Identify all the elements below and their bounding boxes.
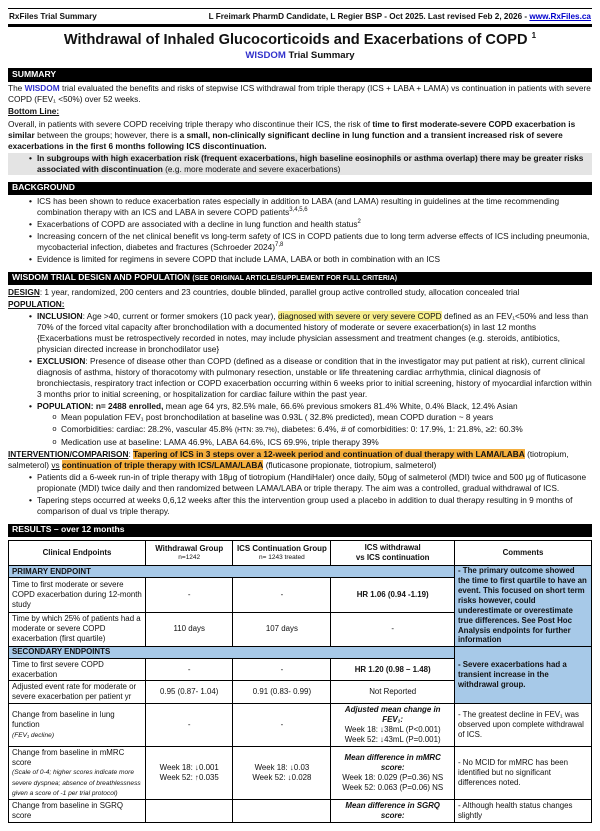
r3-withdrawal-value: - [146, 658, 233, 681]
intervention-bullet-2-text: • Tapering steps occurred at weeks 0,6,12 weeks after this the intervention group used a placebo in addition to dual therapy resulting in 9 months of comparison of dual vs triple therapy. [37, 494, 573, 516]
summary-p2-bold-2: a small, non-clinically significant decline in lung function and a transient increased risk of severe exacerbations in the first 6 months following ICS discontinuation. [8, 129, 563, 151]
r1-withdrawal-value: - [146, 578, 233, 612]
intervention-bullet-1-text: • Patients did a 6-week run-in of triple therapy with 18μg of tiotropium (HandiHaler) once daily, 50μg of salmeterol (MDI) twice and 500 μg of fluticasone propionate (MDI) twice daily and then randomized between LAMA/LABA or triple therapy. The aim was a controlled, gradual withdrawal of ICS. [37, 471, 587, 493]
comment-sgrq: - Although health status changes slightly [454, 800, 591, 823]
summary-p2-bold-1: time to first moderate-severe COPD exacerbation is similar [8, 118, 576, 140]
endpoint-first-quartile-time: Time by which 25% of patients had a moderate or severe COPD exacerbation (first quartile) [9, 612, 146, 646]
col-header-comments: Comments [454, 541, 591, 566]
r6-week52-diff: Week 52: 0.063 (P=0.06) NS [342, 782, 444, 792]
subtitle-trial-name: WISDOM [245, 50, 286, 62]
summary-paragraph-1 [8, 83, 592, 105]
summary-section-body [8, 83, 592, 175]
intervention-mid: (tiotropium, salmeterol) [8, 448, 569, 470]
secondary-endpoints-section-row [9, 646, 592, 658]
r2-withdrawal-value: 110 days [146, 612, 233, 646]
background-bullet-4-text: • Evidence is limited for regimens in severe COPD that include LAMA, LABA or both in combination with an ICS [37, 253, 441, 264]
endpoint-mmrc-note: (Scale of 0-4; higher scores indicate more severe dyspnea; absence of breathlessness given a score of -1 per trial protocol) [12, 769, 141, 797]
design-section-body [8, 287, 592, 517]
r5-withdrawal-value: - [146, 704, 233, 747]
r2-comparison-value: - [331, 612, 455, 646]
population-label-line [8, 299, 592, 310]
r1-continuation-value: - [233, 578, 331, 612]
inclusion-text [37, 311, 592, 355]
page-title [8, 32, 592, 48]
r7-comparison-value [331, 800, 455, 823]
endpoint-time-first-severe: Time to first severe COPD exacerbation [9, 658, 146, 681]
page-subtitle [8, 50, 592, 61]
r6-wg-week18: Week 18: ↓0.001 [159, 763, 219, 773]
r6-withdrawal-value [146, 746, 233, 799]
background-bullet-4 [8, 254, 592, 265]
page-header [8, 8, 592, 27]
inclusion-rest: defined as an FEV₁<50% and less than 70% of the forced vital capacity after bronchodilation with a documented history of moderate or severe exacerbation(s) in last 12 months {Exacerbations must be retrospectively recorded in notes, may include physician assessment and treatment changes (e.g. steroids, antibiotics, physician directed increase in bronchodilator use} [37, 311, 589, 354]
endpoint-lung-function-text: Change from baseline in lung function [12, 709, 115, 729]
intervention-vs: vs [51, 459, 60, 470]
page-title-reference-superscript: 1 [531, 31, 537, 41]
population-sub-2-text [61, 424, 592, 435]
col-header-continuation-group [233, 541, 331, 566]
background-bullet-1-refs: 3,4,5,6 [289, 207, 308, 214]
r5-comparison-heading: Adjusted mean change in FEV₁: [344, 705, 441, 725]
comment-mmrc: - No MCID for mMRC has been identified but no significant differences noted. [454, 746, 591, 799]
summary-p1-lead: The [8, 83, 25, 93]
background-bullet-3-text [37, 231, 592, 253]
background-bullet-2-refs: 2 [357, 219, 361, 226]
design-line [8, 287, 592, 298]
design-section-heading [8, 272, 592, 286]
population-rest: mean age 64 yrs, 82.5% male, 66.6% previous smokers 81.4% White, 0.4% Black, 12.4% Asian [163, 400, 518, 411]
r6-continuation-value [233, 746, 331, 799]
endpoint-time-first-moderate-severe: Time to first moderate or severe COPD exacerbation during 12-month study [9, 578, 146, 612]
population-sub-2-lead: Comorbidities: cardiac: 28.2%, vascular 45.8% [61, 424, 235, 435]
r4-withdrawal-value: 0.95 (0.87- 1.04) [146, 681, 233, 704]
background-bullet-2 [8, 219, 592, 230]
inclusion-highlight: diagnosed with severe or very severe COPD [277, 311, 442, 322]
summary-subgroup-bullet [8, 153, 592, 175]
population-sub-bullet-2 [8, 424, 592, 435]
background-bullet-1-text [37, 196, 592, 218]
endpoint-sgrq-score: Change from baseline in SGRQ score [9, 800, 146, 823]
r6-wg-week52: Week 52: ↑0.035 [159, 772, 219, 782]
results-table [8, 540, 592, 823]
background-bullet-3-refs: 7,8 [274, 241, 284, 248]
summary-subgroup-bold: In subgroups with high exacerbation risk (frequent exacerbations, high baseline eosinophils or asthma overlap) there may be greater risks associated with discontinuation [37, 152, 584, 174]
r5-week18-value: Week 18: ↓38mL (P<0.001) [344, 724, 441, 734]
exclusion-label: EXCLUSION [37, 355, 86, 366]
exclusion-bullet [8, 356, 592, 400]
col-header-continuation-n: n= 1243 treated [259, 553, 305, 561]
inclusion-bullet [8, 311, 592, 355]
endpoint-lung-function [9, 704, 146, 747]
r2-continuation-value: 107 days [233, 612, 331, 646]
results-section-heading: RESULTS – over 12 months [8, 524, 592, 537]
col-header-comparison [331, 541, 455, 566]
table-row-lung-function [9, 704, 592, 747]
r7-withdrawal-value [146, 800, 233, 823]
col-header-withdrawal-label: Withdrawal Group [155, 543, 224, 553]
r4-comparison-value: Not Reported [331, 681, 455, 704]
population-sub-bullet-1 [8, 412, 592, 423]
intervention-highlight-1: Tapering of ICS in 3 steps over a 12-week period and continuation of dual therapy with LAMA/LABA [133, 448, 525, 459]
r5-comparison-value [331, 704, 455, 747]
summary-p2-lead: Overall, in patients with severe COPD receiving triple therapy who discontinue their ICS, the risk of [8, 118, 373, 129]
r6-cg-week18: Week 18: ↓0.03 [254, 763, 310, 773]
population-sub-bullet-3 [8, 437, 592, 448]
background-bullet-2-text [37, 219, 592, 230]
endpoint-mmrc-text: Change from baseline in mMRC score [12, 747, 125, 767]
intervention-bullet-2 [8, 495, 592, 517]
r4-continuation-value: 0.91 (0.83- 0.99) [233, 681, 331, 704]
r1-hazard-ratio: HR 1.06 (0.94 -1.19) [331, 578, 455, 612]
primary-endpoint-section-row [9, 565, 592, 577]
header-left-title: RxFiles Trial Summary [9, 12, 97, 21]
background-bullet-2-main: Exacerbations of COPD are associated with a decline in lung function and health status [37, 218, 358, 229]
col-header-clinical-endpoints: Clinical Endpoints [9, 541, 146, 566]
r5-week52-value: Week 52: ↓43mL (P=0.001) [344, 734, 441, 744]
col-header-comparison-line2: vs ICS continuation [355, 552, 430, 562]
page-title-text: Withdrawal of Inhaled Glucocorticoids and Exacerbations of COPD [63, 32, 528, 48]
rxfiles-link[interactable]: www.RxFiles.ca [529, 12, 591, 21]
background-bullet-1-main: ICS has been shown to reduce exacerbation rates especially in addition to LABA (and LAMA) resulting in guidelines at the time recommending combination therapy with an ICS and LABA in severe COPD patients [37, 195, 560, 217]
population-sub-3-text: o Medication use at baseline: LAMA 46.9%, LABA 64.6%, ICS 69.9%, triple therapy 39% [61, 436, 379, 447]
population-sub-2-rest: , diabetes: 6.4%, # of comorbidities: 0: 17.9%, 1: 21.8%, ≥2: 60.3% [276, 424, 523, 435]
background-section-heading: BACKGROUND [8, 182, 592, 195]
results-header-row [9, 541, 592, 566]
background-section-body [8, 196, 592, 265]
population-bold-label: POPULATION: n= 2488 enrolled, [37, 400, 164, 411]
population-text [37, 401, 592, 412]
population-sub-1-text: o Mean population FEV₁ post bronchodilation at baseline was 0.93L ( 32.8% predicted), mean COPD duration ~ 8 years [61, 412, 494, 423]
intervention-bullet-1 [8, 472, 592, 494]
header-credits [209, 12, 591, 21]
background-bullet-3-main: Increasing concern of the net clinical benefit vs long-term safety of ICS in COPD patients due to long term adverse effects of ICS including pneumonia, mycobacterial infection, diabetes and fractures (Schroeder 2024) [37, 230, 590, 252]
table-row-sgrq-score [9, 800, 592, 823]
summary-p1-rest: trial evaluated the benefits and risks of stepwise ICS withdrawal from triple therapy (ICS + LABA + LAMA) vs continuation in patients with severe COPD (FEV₁ <50%) over 52 weeks. [8, 83, 591, 104]
r6-comparison-heading: Mean difference in mMRC score: [344, 753, 441, 773]
comment-primary-endpoint: - The primary outcome showed the time to first quartile to have an event. This focused on short term risks however, could underestimate or overestimate true differences. See Post Hoc Analysis endpoints for further information [454, 565, 591, 646]
summary-section-heading: SUMMARY [8, 68, 592, 81]
r6-cg-week52: Week 52: ↓0.028 [252, 772, 312, 782]
intervention-colon: : [128, 448, 134, 459]
summary-subgroup-bullet-text [37, 153, 592, 175]
background-bullet-1 [8, 196, 592, 218]
bottom-line-label [8, 106, 592, 117]
summary-paragraph-2 [8, 119, 592, 152]
design-label: DESIGN [8, 286, 40, 297]
r3-hazard-ratio: HR 1.20 (0.98 – 1.48) [331, 658, 455, 681]
design-heading-main: WISDOM TRIAL DESIGN AND POPULATION [12, 272, 193, 283]
secondary-endpoints-label: SECONDARY ENDPOINTS [9, 646, 455, 658]
endpoint-lung-function-note: (FEV₁ decline) [12, 731, 55, 739]
endpoint-mmrc-score [9, 746, 146, 799]
col-header-continuation-label: ICS Continuation Group [236, 543, 327, 553]
r3-continuation-value: - [233, 658, 331, 681]
summary-p1-trial-name: WISDOM [24, 83, 60, 93]
design-text: : 1 year, randomized, 200 centers and 23 countries, double blinded, parallel group active controlled study, allocation concealed trial [39, 286, 520, 297]
intervention-label: INTERVENTION/COMPARISON [8, 448, 129, 459]
r6-week18-diff: Week 18: 0.029 (P=0.36) NS [342, 772, 444, 782]
primary-endpoint-label: PRIMARY ENDPOINT [9, 565, 455, 577]
table-row-mmrc-score [9, 746, 592, 799]
inclusion-lead: : Age >40, current or former smokers (10 pack year), [82, 311, 278, 322]
col-header-withdrawal-group [146, 541, 233, 566]
col-header-withdrawal-n: n=1242 [178, 553, 201, 561]
intervention-line [8, 449, 592, 471]
population-bullet [8, 401, 592, 412]
intervention-tail: (fluticasone propionate, tiotropium, salmeterol) [263, 459, 437, 470]
summary-subgroup-rest: (e.g. more moderate and severe exacerbations) [162, 163, 341, 174]
endpoint-adjusted-event-rate: Adjusted event rate for moderate or severe exacerbation per patient yr [9, 681, 146, 704]
summary-p2-mid: between the groups; however, there is [34, 129, 180, 140]
population-sub-2-htn-note: (HTN: 39.7%) [234, 427, 277, 435]
bottom-line-text: Bottom Line: [8, 106, 60, 117]
comment-fev1-decline: - The greatest decline in FEV₁ was observed upon complete withdrawal of ICS. [454, 704, 591, 747]
subtitle-rest: Trial Summary [285, 50, 355, 62]
r6-comparison-value [331, 746, 455, 799]
inclusion-label: INCLUSION [37, 311, 83, 322]
design-heading-note: (SEE ORIGINAL ARTICLE/SUPPLEMENT FOR FULL CRITERIA) [192, 275, 397, 283]
header-credits-text: L Freimark PharmD Candidate, L Regier BSP - Oct 2025. Last revised Feb 2, 2026 - [208, 12, 530, 21]
r7-comparison-heading: Mean difference in SGRQ score: [345, 801, 440, 820]
r5-continuation-value: - [233, 704, 331, 747]
comment-severe-exacerbations: - Severe exacerbations had a transient increase in the withdrawal group. [454, 646, 591, 703]
population-label: POPULATION: [8, 299, 65, 310]
exclusion-rest: : Presence of disease other than COPD (defined as a disease or condition that in the investigator may put patient at risk), current clinical diagnosis of asthma, history of thoracotomy with pulmonary resection, unstable or life threatening cardiac arrhythmia, clinical diagnosis of bronchiectasis, respiratory tract infection or COPD exacerbation occurring within 6 weeks prior to initial screening, history of myocardial infarction within 3 months prior to initial screening, or hospitalization for cardiac failure within the past year. [37, 355, 592, 399]
r7-continuation-value [233, 800, 331, 823]
exclusion-text [37, 356, 592, 400]
intervention-highlight-2: continuation of triple therapy with ICS/LAMA/LABA [61, 459, 264, 470]
col-header-comparison-line1: ICS withdrawal [364, 543, 421, 553]
background-bullet-3 [8, 231, 592, 253]
